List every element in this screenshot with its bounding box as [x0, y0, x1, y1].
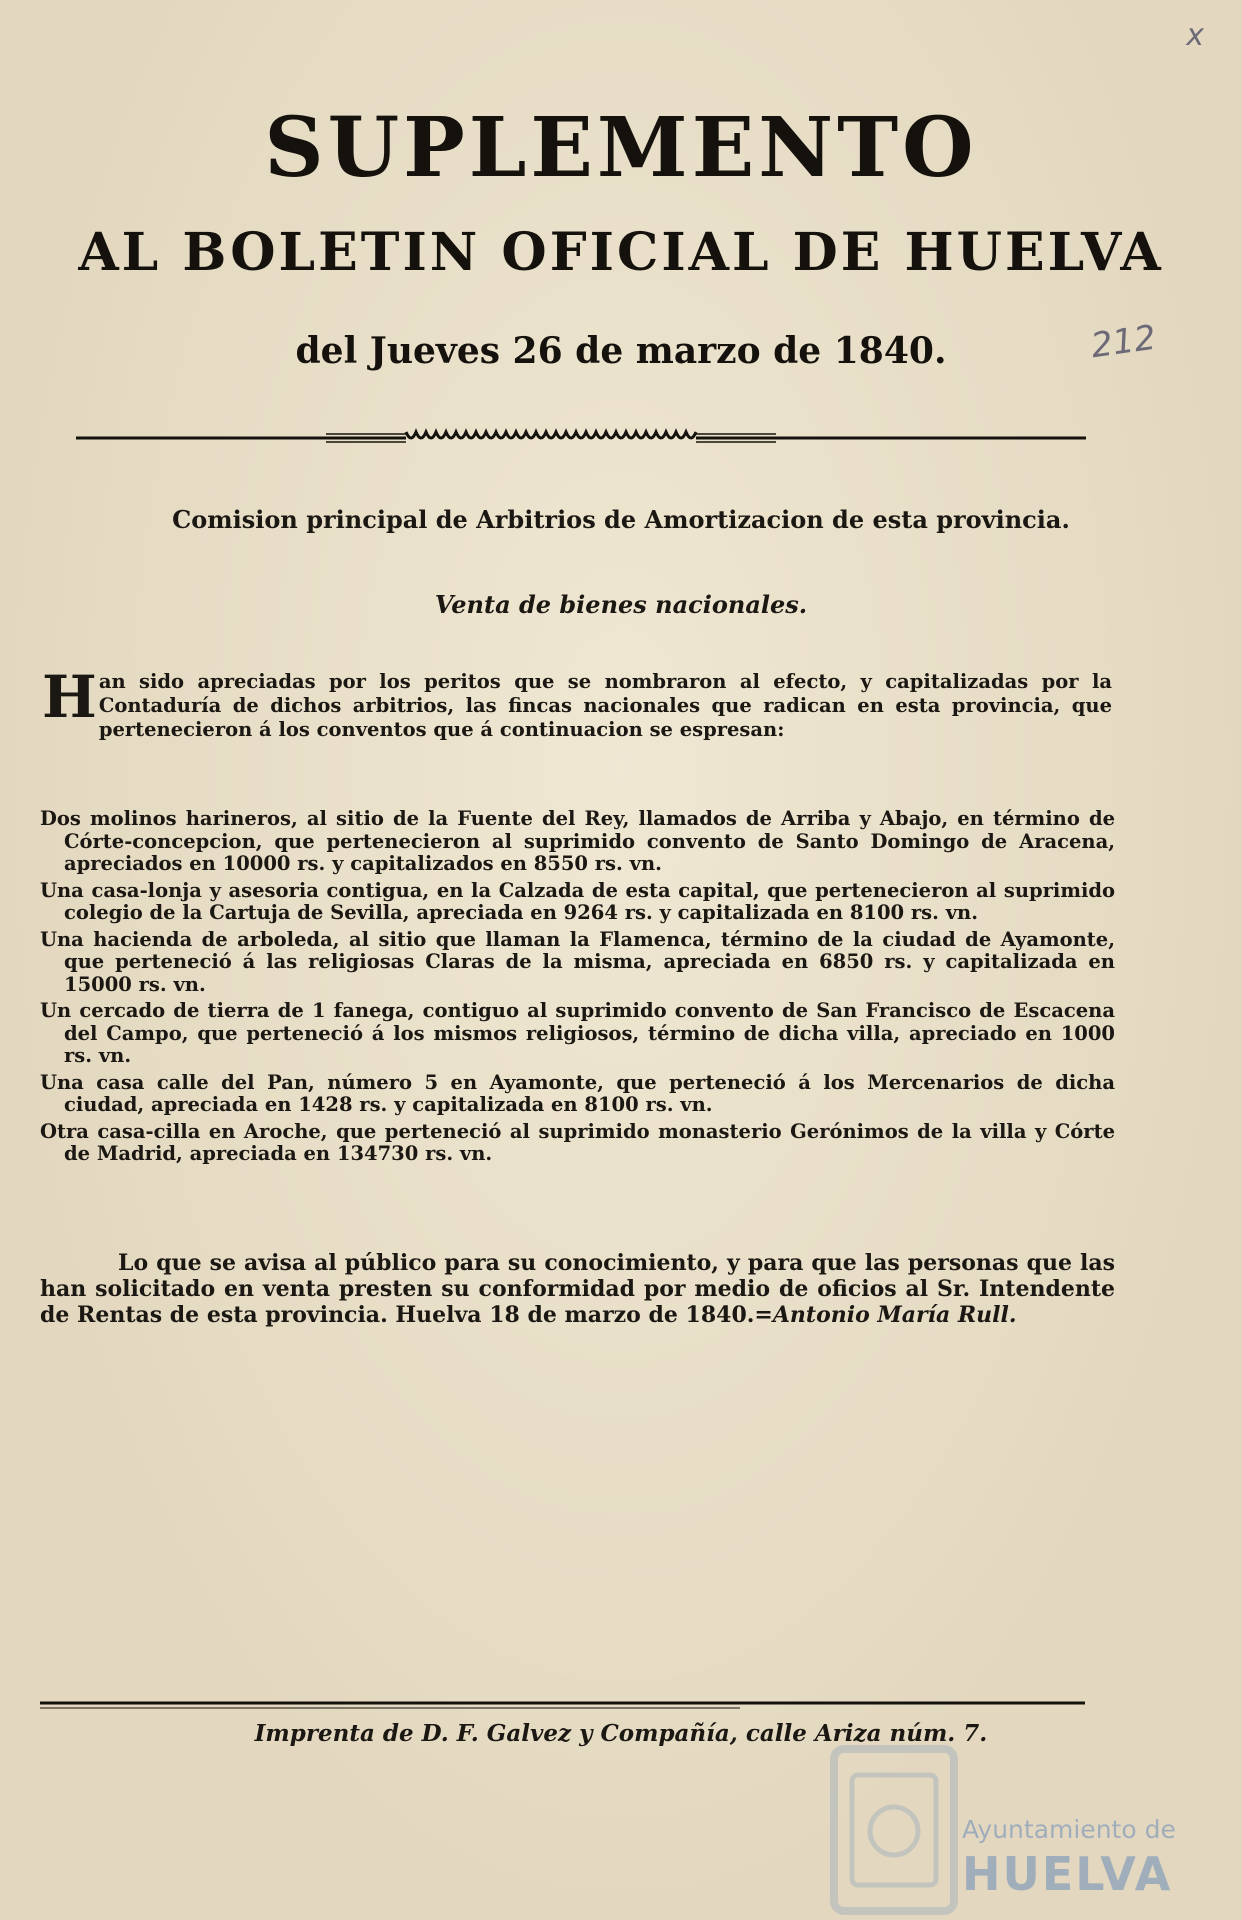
property-list: [40, 808, 1115, 1170]
sale-heading: Venta de bienes nacionales.: [434, 590, 808, 619]
signature: Antonio María Rull.: [772, 1302, 1017, 1328]
public-notice: [40, 1250, 1115, 1328]
printer-imprint: Imprenta de D. F. Galvez y Compañía, calle Ariza núm. 7.: [254, 1720, 988, 1747]
dateline: del Jueves 26 de marzo de 1840.: [295, 330, 947, 372]
margin-annotation-top: x: [1186, 18, 1204, 53]
margin-annotation-side: 212: [1088, 317, 1159, 367]
property-entry: Otra casa-cilla en Aroche, que perteneció al suprimido monasterio Gerónimos de la villa y Córte de Madrid, apreciada en 134730 rs. vn.: [40, 1119, 1115, 1165]
watermark-text-line2: HUELVA: [962, 1847, 1173, 1901]
list-item: [40, 1000, 1115, 1068]
list-item: [40, 929, 1115, 997]
list-item: [40, 1121, 1115, 1166]
intro-text: an sido apreciadas por los peritos que se nombraron al efecto, y capitalizadas por la Contaduría de dichos arbitrios, las fincas nacionales que radican en esta provincia, que pertenecieron á los conventos que á continuacion se espresan:: [98, 670, 1112, 741]
property-entry: Dos molinos harineros, al sitio de la Fuente del Rey, llamados de Arriba y Abajo, en término de Córte-concepcion, que pertenecieron al suprimido convento de Santo Domingo de Aracena, apreciados en 10000 rs. y capitalizados en 8550 rs. vn.: [40, 807, 1115, 875]
property-entry: Una casa calle del Pan, número 5 en Ayamonte, que perteneció á los Mercenarios de dicha ciudad, apreciada en 1428 rs. y capitalizada en 8100 rs. vn.: [40, 1070, 1115, 1116]
document-title: SUPLEMENTO: [264, 100, 978, 196]
list-item: [40, 1072, 1115, 1117]
property-entry: Un cercado de tierra de 1 fanega, contiguo al suprimido convento de San Francisco de Escacena del Campo, que perteneció á los mismos religiosos, término de dicha villa, apreciado en 1000 rs. vn.: [40, 999, 1115, 1067]
document-subtitle: AL BOLETIN OFICIAL DE HUELVA: [78, 222, 1164, 283]
list-item: [40, 880, 1115, 925]
property-entry: Una casa-lonja y asesoria contigua, en la Calzada de esta capital, que pertenecieron al suprimido colegio de la Cartuja de Sevilla, apreciada en 9264 rs. y capitalizada en 8100 rs. vn.: [40, 878, 1115, 924]
property-entry: Una hacienda de arboleda, al sitio que llaman la Flamenca, término de la ciudad de Ayamonte, que perteneció á las religiosas Claras de la misma, apreciada en 6850 rs. y capitalizada en 15000 rs. vn.: [40, 927, 1115, 996]
commission-heading: Comision principal de Arbitrios de Amortizacion de esta provincia.: [172, 505, 1070, 534]
footer-rule: [40, 1700, 1085, 1710]
list-item: [40, 808, 1115, 876]
watermark-text-line1: Ayuntamiento de: [962, 1815, 1176, 1844]
intro-paragraph: [42, 663, 1112, 742]
drop-cap: H: [42, 663, 97, 731]
ornamental-rule: [76, 428, 1086, 448]
notice-text: Lo que se avisa al público para su conocimiento, y para que las personas que las han solicitado en venta presten su conformidad por medio de oficios al Sr. Intendente de Rentas de esta provincia. Huelva 18 de marzo de 1840.=: [40, 1250, 1115, 1328]
